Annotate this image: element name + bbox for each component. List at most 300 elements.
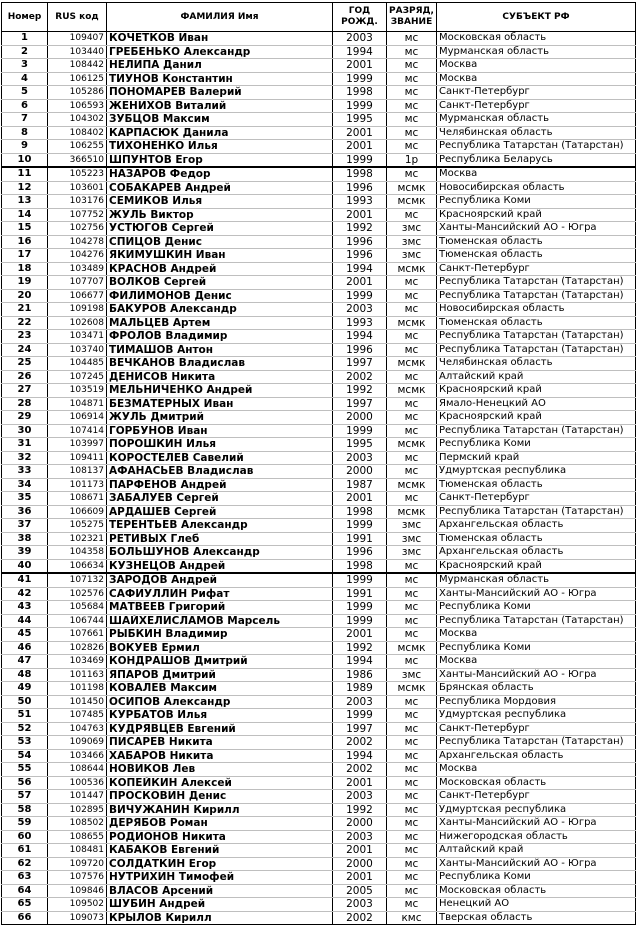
table-row [2, 763, 636, 777]
cell-birth-year: 1999 [333, 424, 387, 438]
cell-birth-year: 1999 [333, 614, 387, 628]
cell-rank: змс [387, 532, 437, 546]
cell-region: Республика Татарстан (Татарстан) [437, 289, 636, 303]
table-row [2, 32, 636, 46]
cell-rus-code: 101450 [48, 695, 107, 709]
cell-rank: мс [387, 573, 437, 587]
cell-rus-code: 107752 [48, 208, 107, 222]
table-row [2, 126, 636, 140]
cell-rank: мс [387, 59, 437, 73]
cell-number: 8 [2, 126, 48, 140]
cell-rank: мс [387, 424, 437, 438]
cell-rank: мс [387, 898, 437, 912]
cell-rank: мс [387, 830, 437, 844]
cell-region: Санкт-Петербург [437, 99, 636, 113]
cell-name: СПИЦОВ Денис [107, 235, 333, 249]
table-row [2, 397, 636, 411]
cell-name: ЯПАРОВ Дмитрий [107, 668, 333, 682]
cell-rus-code: 103997 [48, 438, 107, 452]
cell-region: Ненецкий АО [437, 898, 636, 912]
cell-rank: мсмк [387, 384, 437, 398]
cell-rank: мс [387, 803, 437, 817]
header-rank: РАЗРЯД, ЗВАНИЕ [387, 3, 437, 32]
cell-birth-year: 1986 [333, 668, 387, 682]
cell-rus-code: 102608 [48, 316, 107, 330]
cell-name: САФИУЛЛИН Рифат [107, 587, 333, 601]
cell-number: 60 [2, 830, 48, 844]
table-row [2, 790, 636, 804]
cell-name: ШУБИН Андрей [107, 898, 333, 912]
cell-birth-year: 2003 [333, 830, 387, 844]
cell-region: Республика Татарстан (Татарстан) [437, 505, 636, 519]
header-rus-code: RUS код [48, 3, 107, 32]
table-row [2, 451, 636, 465]
cell-rus-code: 103740 [48, 343, 107, 357]
cell-name: КОПЕЙКИН Алексей [107, 776, 333, 790]
cell-name: ДЕРЯБОВ Роман [107, 817, 333, 831]
cell-region: Брянская область [437, 682, 636, 696]
cell-name: РЫБКИН Владимир [107, 628, 333, 642]
cell-rank: мс [387, 289, 437, 303]
cell-number: 58 [2, 803, 48, 817]
cell-number: 5 [2, 86, 48, 100]
cell-region: Красноярский край [437, 384, 636, 398]
cell-birth-year: 2003 [333, 32, 387, 46]
cell-birth-year: 2003 [333, 451, 387, 465]
cell-name: ОСИПОВ Александр [107, 695, 333, 709]
cell-birth-year: 2001 [333, 628, 387, 642]
table-row [2, 99, 636, 113]
cell-name: НОВИКОВ Лев [107, 763, 333, 777]
cell-rank: змс [387, 519, 437, 533]
cell-rus-code: 101163 [48, 668, 107, 682]
cell-name: ЖЕНИХОВ Виталий [107, 99, 333, 113]
start-list-sheet [1, 2, 635, 925]
cell-number: 31 [2, 438, 48, 452]
header-birth-year: ГОД РОЖД. [333, 3, 387, 32]
cell-rus-code: 108481 [48, 844, 107, 858]
cell-region: Республика Коми [437, 641, 636, 655]
cell-region: Красноярский край [437, 208, 636, 222]
cell-birth-year: 1992 [333, 803, 387, 817]
cell-region: Алтайский край [437, 844, 636, 858]
cell-rus-code: 105275 [48, 519, 107, 533]
cell-rank: мс [387, 749, 437, 763]
cell-region: Москва [437, 59, 636, 73]
cell-rus-code: 104763 [48, 722, 107, 736]
cell-birth-year: 1995 [333, 438, 387, 452]
cell-birth-year: 1994 [333, 45, 387, 59]
table-row [2, 505, 636, 519]
cell-birth-year: 2002 [333, 763, 387, 777]
cell-rank: мс [387, 857, 437, 871]
cell-number: 22 [2, 316, 48, 330]
cell-number: 44 [2, 614, 48, 628]
cell-number: 66 [2, 911, 48, 925]
cell-region: Московская область [437, 32, 636, 46]
cell-rank: мсмк [387, 316, 437, 330]
header-number: Номер [2, 3, 48, 32]
cell-name: ЗАБАЛУЕВ Сергей [107, 492, 333, 506]
cell-region: Нижегородская область [437, 830, 636, 844]
cell-rus-code: 101198 [48, 682, 107, 696]
cell-region: Алтайский край [437, 370, 636, 384]
cell-rus-code: 102321 [48, 532, 107, 546]
cell-name: БОЛЬШУНОВ Александр [107, 546, 333, 560]
table-row [2, 153, 636, 167]
cell-name: ПАРФЕНОВ Андрей [107, 478, 333, 492]
cell-region: Московская область [437, 776, 636, 790]
table-row [2, 803, 636, 817]
table-row [2, 384, 636, 398]
cell-region: Тюменская область [437, 478, 636, 492]
cell-name: ВОЛКОВ Сергей [107, 276, 333, 290]
table-row [2, 343, 636, 357]
cell-rus-code: 106125 [48, 72, 107, 86]
cell-rus-code: 109846 [48, 884, 107, 898]
table-row [2, 316, 636, 330]
cell-birth-year: 1996 [333, 235, 387, 249]
cell-name: КОНДРАШОВ Дмитрий [107, 655, 333, 669]
table-row [2, 181, 636, 195]
cell-name: ПОРОШКИН Илья [107, 438, 333, 452]
table-row [2, 478, 636, 492]
cell-name: АФАНАСЬЕВ Владислав [107, 465, 333, 479]
cell-rank: мс [387, 736, 437, 750]
cell-name: ПИСАРЕВ Никита [107, 736, 333, 750]
cell-rank: мс [387, 32, 437, 46]
table-row [2, 249, 636, 263]
table-row [2, 262, 636, 276]
cell-rank: мс [387, 844, 437, 858]
cell-name: БАКУРОВ Александр [107, 303, 333, 317]
cell-number: 20 [2, 289, 48, 303]
cell-rank: мс [387, 601, 437, 615]
cell-number: 11 [2, 167, 48, 181]
cell-rank: мс [387, 628, 437, 642]
cell-rus-code: 104276 [48, 249, 107, 263]
cell-number: 55 [2, 763, 48, 777]
cell-number: 30 [2, 424, 48, 438]
cell-region: Республика Беларусь [437, 153, 636, 167]
cell-rus-code: 103471 [48, 330, 107, 344]
table-row [2, 587, 636, 601]
cell-rus-code: 102756 [48, 222, 107, 236]
cell-birth-year: 1994 [333, 330, 387, 344]
cell-birth-year: 2000 [333, 411, 387, 425]
cell-birth-year: 2001 [333, 59, 387, 73]
cell-birth-year: 2000 [333, 857, 387, 871]
cell-rus-code: 108644 [48, 763, 107, 777]
cell-rank: змс [387, 235, 437, 249]
cell-rank: мс [387, 303, 437, 317]
cell-region: Ханты-Мансийский АО - Югра [437, 587, 636, 601]
cell-birth-year: 2003 [333, 303, 387, 317]
cell-name: КУДРЯВЦЕВ Евгений [107, 722, 333, 736]
cell-birth-year: 2001 [333, 126, 387, 140]
cell-name: КАБАКОВ Евгений [107, 844, 333, 858]
table-row [2, 911, 636, 925]
cell-rank: мс [387, 655, 437, 669]
table-row [2, 208, 636, 222]
cell-number: 16 [2, 235, 48, 249]
cell-region: Москва [437, 763, 636, 777]
cell-birth-year: 2003 [333, 695, 387, 709]
cell-number: 14 [2, 208, 48, 222]
cell-region: Ханты-Мансийский АО - Югра [437, 817, 636, 831]
table-row [2, 776, 636, 790]
table-row [2, 641, 636, 655]
cell-rus-code: 103489 [48, 262, 107, 276]
table-row [2, 532, 636, 546]
cell-region: Республика Татарстан (Татарстан) [437, 140, 636, 154]
cell-region: Тюменская область [437, 249, 636, 263]
cell-name: ФИЛИМОНОВ Денис [107, 289, 333, 303]
cell-name: АРДАШЕВ Сергей [107, 505, 333, 519]
cell-number: 21 [2, 303, 48, 317]
cell-name: НЕЛИПА Данил [107, 59, 333, 73]
cell-number: 42 [2, 587, 48, 601]
cell-birth-year: 1998 [333, 559, 387, 573]
table-row [2, 668, 636, 682]
table-row [2, 682, 636, 696]
cell-rus-code: 100536 [48, 776, 107, 790]
cell-number: 12 [2, 181, 48, 195]
cell-rank: мсмк [387, 262, 437, 276]
cell-region: Республика Татарстан (Татарстан) [437, 736, 636, 750]
cell-birth-year: 2003 [333, 898, 387, 912]
cell-birth-year: 2002 [333, 911, 387, 925]
cell-number: 36 [2, 505, 48, 519]
cell-name: МАТВЕЕВ Григорий [107, 601, 333, 615]
cell-name: РОДИОНОВ Никита [107, 830, 333, 844]
table-row [2, 749, 636, 763]
cell-region: Новосибирская область [437, 181, 636, 195]
cell-number: 27 [2, 384, 48, 398]
cell-rank: мсмк [387, 181, 437, 195]
cell-name: УСТЮГОВ Сергей [107, 222, 333, 236]
table-row [2, 167, 636, 181]
cell-birth-year: 1993 [333, 195, 387, 209]
cell-name: ХАБАРОВ Никита [107, 749, 333, 763]
cell-rank: мс [387, 451, 437, 465]
table-row [2, 519, 636, 533]
cell-name: КОВАЛЕВ Максим [107, 682, 333, 696]
cell-rank: мс [387, 492, 437, 506]
table-row [2, 844, 636, 858]
cell-rank: мс [387, 167, 437, 181]
cell-region: Красноярский край [437, 559, 636, 573]
cell-birth-year: 1989 [333, 682, 387, 696]
cell-rus-code: 108671 [48, 492, 107, 506]
cell-number: 39 [2, 546, 48, 560]
cell-rank: мс [387, 776, 437, 790]
cell-rus-code: 104485 [48, 357, 107, 371]
cell-number: 34 [2, 478, 48, 492]
cell-rank: змс [387, 668, 437, 682]
cell-region: Ямало-Ненецкий АО [437, 397, 636, 411]
cell-rank: мс [387, 614, 437, 628]
cell-birth-year: 1996 [333, 249, 387, 263]
cell-name: ЖУЛЬ Виктор [107, 208, 333, 222]
table-row [2, 559, 636, 573]
cell-name: СОБАКАРЕВ Андрей [107, 181, 333, 195]
cell-number: 59 [2, 817, 48, 831]
cell-birth-year: 1987 [333, 478, 387, 492]
cell-rus-code: 108402 [48, 126, 107, 140]
cell-number: 37 [2, 519, 48, 533]
cell-rus-code: 109069 [48, 736, 107, 750]
table-row [2, 871, 636, 885]
cell-number: 1 [2, 32, 48, 46]
cell-rus-code: 107485 [48, 709, 107, 723]
cell-region: Удмуртская республика [437, 803, 636, 817]
cell-number: 19 [2, 276, 48, 290]
cell-number: 4 [2, 72, 48, 86]
cell-name: ГРЕБЕНЬКО Александр [107, 45, 333, 59]
table-row [2, 195, 636, 209]
cell-region: Удмуртская республика [437, 709, 636, 723]
cell-birth-year: 1999 [333, 573, 387, 587]
cell-region: Республика Коми [437, 195, 636, 209]
cell-rus-code: 103440 [48, 45, 107, 59]
table-row [2, 546, 636, 560]
cell-rank: мсмк [387, 478, 437, 492]
cell-rus-code: 109720 [48, 857, 107, 871]
cell-birth-year: 1997 [333, 397, 387, 411]
cell-number: 49 [2, 682, 48, 696]
cell-birth-year: 1997 [333, 357, 387, 371]
cell-name: ДЕНИСОВ Никита [107, 370, 333, 384]
cell-number: 9 [2, 140, 48, 154]
cell-birth-year: 1996 [333, 181, 387, 195]
cell-number: 32 [2, 451, 48, 465]
table-row [2, 140, 636, 154]
cell-number: 6 [2, 99, 48, 113]
cell-rank: мс [387, 817, 437, 831]
cell-birth-year: 1999 [333, 709, 387, 723]
table-body [2, 32, 636, 925]
table-row [2, 830, 636, 844]
cell-region: Санкт-Петербург [437, 262, 636, 276]
cell-rus-code: 103176 [48, 195, 107, 209]
cell-name: МАЛЬЦЕВ Артем [107, 316, 333, 330]
cell-number: 29 [2, 411, 48, 425]
cell-birth-year: 1998 [333, 167, 387, 181]
cell-number: 15 [2, 222, 48, 236]
cell-region: Москва [437, 167, 636, 181]
cell-rus-code: 109411 [48, 451, 107, 465]
cell-region: Новосибирская область [437, 303, 636, 317]
table-row [2, 573, 636, 587]
table-row [2, 411, 636, 425]
cell-region: Республика Татарстан (Татарстан) [437, 330, 636, 344]
cell-region: Москва [437, 72, 636, 86]
cell-birth-year: 1997 [333, 722, 387, 736]
cell-birth-year: 1992 [333, 222, 387, 236]
table-row [2, 330, 636, 344]
cell-region: Красноярский край [437, 411, 636, 425]
table-row [2, 601, 636, 615]
cell-name: ЖУЛЬ Дмитрий [107, 411, 333, 425]
cell-name: КРАСНОВ Андрей [107, 262, 333, 276]
cell-name: ТЕРЕНТЬЕВ Александр [107, 519, 333, 533]
cell-name: ШАЙХЕЛИСЛАМОВ Марсель [107, 614, 333, 628]
cell-birth-year: 1991 [333, 587, 387, 601]
cell-rus-code: 108655 [48, 830, 107, 844]
cell-region: Архангельская область [437, 519, 636, 533]
header-row [2, 3, 636, 32]
cell-number: 10 [2, 153, 48, 167]
table-row [2, 817, 636, 831]
cell-birth-year: 2001 [333, 871, 387, 885]
cell-region: Москва [437, 628, 636, 642]
cell-birth-year: 2001 [333, 276, 387, 290]
cell-rus-code: 102895 [48, 803, 107, 817]
cell-birth-year: 1994 [333, 749, 387, 763]
cell-region: Республика Татарстан (Татарстан) [437, 276, 636, 290]
cell-rank: кмс [387, 911, 437, 925]
cell-rank: мс [387, 871, 437, 885]
cell-region: Мурманская область [437, 573, 636, 587]
cell-name: ВЕЧКАНОВ Владислав [107, 357, 333, 371]
cell-number: 54 [2, 749, 48, 763]
cell-rus-code: 103466 [48, 749, 107, 763]
cell-rank: мсмк [387, 195, 437, 209]
cell-name: ТИУНОВ Константин [107, 72, 333, 86]
cell-region: Челябинская область [437, 357, 636, 371]
cell-birth-year: 1994 [333, 262, 387, 276]
table-row [2, 438, 636, 452]
cell-rank: мс [387, 126, 437, 140]
cell-rus-code: 106593 [48, 99, 107, 113]
cell-name: НУТРИХИН Тимофей [107, 871, 333, 885]
cell-number: 7 [2, 113, 48, 127]
cell-number: 61 [2, 844, 48, 858]
cell-name: ВОКУЕВ Ермил [107, 641, 333, 655]
cell-rank: змс [387, 546, 437, 560]
cell-rus-code: 101173 [48, 478, 107, 492]
cell-number: 47 [2, 655, 48, 669]
cell-birth-year: 2001 [333, 140, 387, 154]
cell-number: 38 [2, 532, 48, 546]
cell-region: Санкт-Петербург [437, 86, 636, 100]
cell-name: КОРОСТЕЛЕВ Савелий [107, 451, 333, 465]
table-row [2, 235, 636, 249]
table-row [2, 86, 636, 100]
cell-rus-code: 103469 [48, 655, 107, 669]
cell-birth-year: 2000 [333, 817, 387, 831]
cell-rus-code: 109407 [48, 32, 107, 46]
cell-rus-code: 102576 [48, 587, 107, 601]
cell-rus-code: 107245 [48, 370, 107, 384]
cell-number: 24 [2, 343, 48, 357]
cell-name: НАЗАРОВ Федор [107, 167, 333, 181]
cell-number: 2 [2, 45, 48, 59]
cell-birth-year: 2002 [333, 370, 387, 384]
cell-birth-year: 1991 [333, 532, 387, 546]
cell-rank: мс [387, 208, 437, 222]
table-row [2, 655, 636, 669]
cell-birth-year: 1994 [333, 655, 387, 669]
cell-region: Архангельская область [437, 749, 636, 763]
cell-region: Ханты-Мансийский АО - Югра [437, 222, 636, 236]
cell-rus-code: 102826 [48, 641, 107, 655]
cell-number: 48 [2, 668, 48, 682]
cell-rus-code: 108137 [48, 465, 107, 479]
cell-number: 46 [2, 641, 48, 655]
cell-birth-year: 1996 [333, 343, 387, 357]
